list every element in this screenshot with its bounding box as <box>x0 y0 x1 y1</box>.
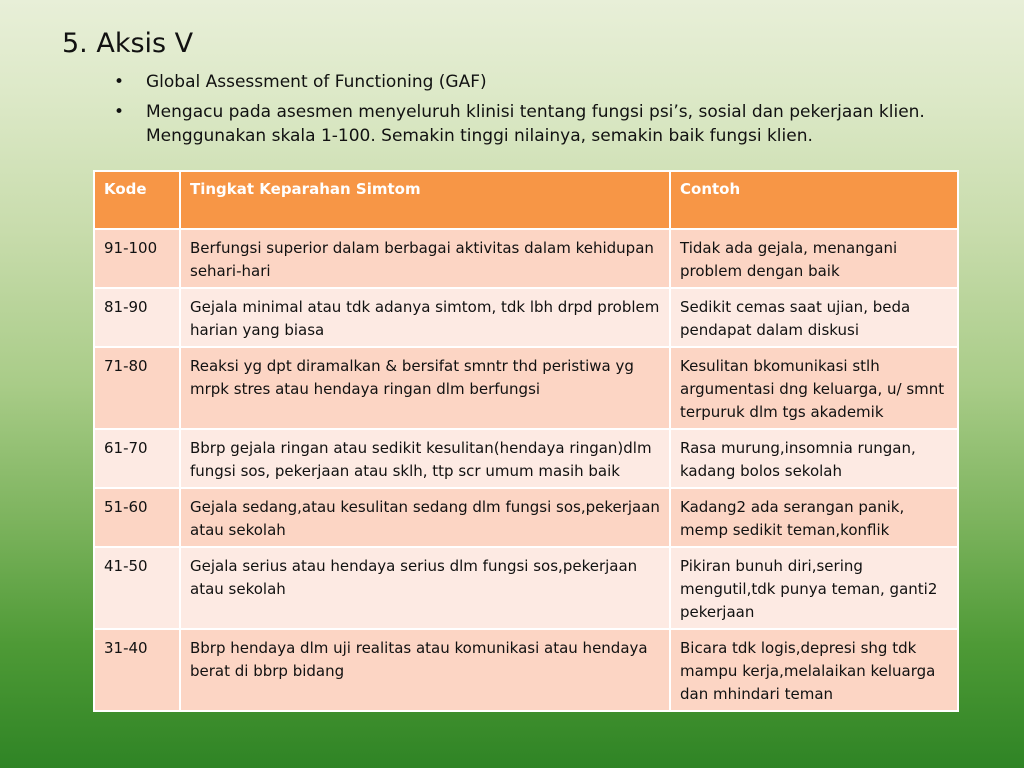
cell-contoh: Rasa murung,insomnia rungan, kadang bolos sekolah <box>670 429 958 488</box>
table-header-row <box>94 171 958 229</box>
column-header-contoh: Contoh <box>670 171 958 229</box>
bullet-list <box>110 70 950 154</box>
cell-kode: 81-90 <box>94 288 180 347</box>
table-row <box>94 547 958 629</box>
gaf-table <box>93 170 959 712</box>
cell-contoh: Bicara tdk logis,depresi shg tdk mampu kerja,melalaikan keluarga dan mhindari teman <box>670 629 958 711</box>
bullet-item <box>110 70 950 94</box>
table-row <box>94 488 958 547</box>
bullet-dot-icon: • <box>114 102 125 122</box>
cell-contoh: Tidak ada gejala, menangani problem dengan baik <box>670 229 958 288</box>
cell-kode: 41-50 <box>94 547 180 629</box>
cell-tingkat: Bbrp hendaya dlm uji realitas atau komunikasi atau hendaya berat di bbrp bidang <box>180 629 670 711</box>
cell-kode: 61-70 <box>94 429 180 488</box>
bullet-text: Mengacu pada asesmen menyeluruh klinisi tentang fungsi psi’s, sosial dan pekerjaan klien. Menggunakan skala 1-100. Semakin tinggi nilainya, semakin baik fungsi klien. <box>146 102 925 146</box>
cell-tingkat: Gejala serius atau hendaya serius dlm fungsi sos,pekerjaan atau sekolah <box>180 547 670 629</box>
cell-tingkat: Gejala sedang,atau kesulitan sedang dlm fungsi sos,pekerjaan atau sekolah <box>180 488 670 547</box>
cell-contoh: Sedikit cemas saat ujian, beda pendapat dalam diskusi <box>670 288 958 347</box>
cell-kode: 71-80 <box>94 347 180 429</box>
cell-contoh: Kadang2 ada serangan panik, memp sedikit teman,konflik <box>670 488 958 547</box>
bullet-dot-icon: • <box>114 72 125 92</box>
table-row <box>94 347 958 429</box>
cell-kode: 51-60 <box>94 488 180 547</box>
cell-tingkat: Reaksi yg dpt diramalkan & bersifat smntr thd peristiwa yg mrpk stres atau hendaya ringan dlm berfungsi <box>180 347 670 429</box>
table-row <box>94 229 958 288</box>
cell-tingkat: Berfungsi superior dalam berbagai aktivitas dalam kehidupan sehari-hari <box>180 229 670 288</box>
bullet-item <box>110 100 950 148</box>
slide-title: 5. Aksis V <box>62 28 194 59</box>
cell-tingkat: Gejala minimal atau tdk adanya simtom, tdk lbh drpd problem harian yang biasa <box>180 288 670 347</box>
bullet-text: Global Assessment of Functioning (GAF) <box>146 72 487 92</box>
cell-tingkat: Bbrp gejala ringan atau sedikit kesulitan(hendaya ringan)dlm fungsi sos, pekerjaan atau sklh, ttp scr umum masih baik <box>180 429 670 488</box>
column-header-tingkat: Tingkat Keparahan Simtom <box>180 171 670 229</box>
cell-kode: 31-40 <box>94 629 180 711</box>
gaf-table-container <box>93 170 957 712</box>
table-row <box>94 429 958 488</box>
table-row <box>94 629 958 711</box>
cell-kode: 91-100 <box>94 229 180 288</box>
column-header-kode: Kode <box>94 171 180 229</box>
table-row <box>94 288 958 347</box>
cell-contoh: Pikiran bunuh diri,sering mengutil,tdk punya teman, ganti2 pekerjaan <box>670 547 958 629</box>
cell-contoh: Kesulitan bkomunikasi stlh argumentasi dng keluarga, u/ smnt terpuruk dlm tgs akademik <box>670 347 958 429</box>
